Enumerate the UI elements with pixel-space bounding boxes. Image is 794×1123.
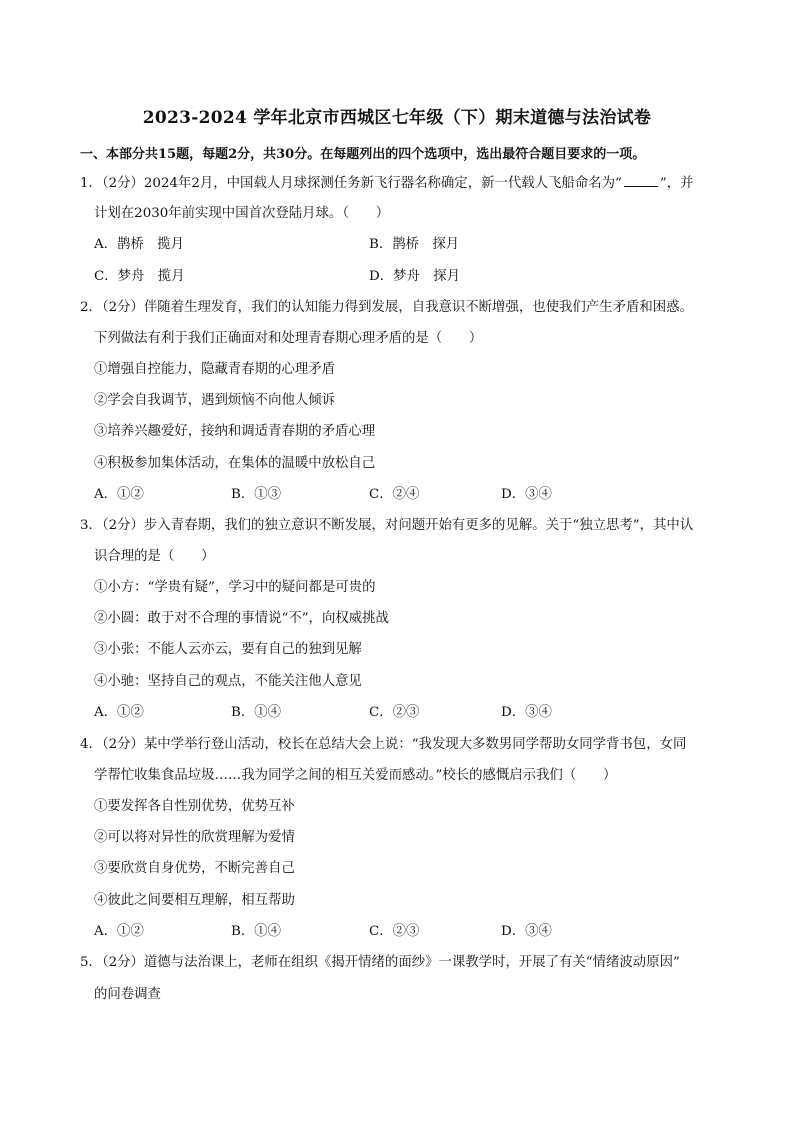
q1-stem-text: 1．（2分）2024年2月，中国载人月球探测任务新飞行器名称确定，新一代载人飞船命名为“ [80,176,622,191]
q3-statement-2: ②小圆：敢于对不合理的事情说“不”，向权威挑战 [94,611,389,626]
q3-option-a: A．①② [94,705,144,720]
q3-stem-line1: 3．（2分）步入青春期，我们的独立意识不断发展，对问题开始有更多的见解。关于“独立思考”，其中认 [80,518,694,533]
q2-statement-4: ④积极参加集体活动，在集体的温暖中放松自己 [94,456,376,471]
section-header: 一、本部分共15题，每题2分，共30分。在每题列出的四个选项中，选出最符合题目要求的一项。 [80,147,646,162]
q2-option-d: D．③④ [501,487,552,502]
q3-option-c: C．②③ [369,705,420,720]
q2-statement-3: ③培养兴趣爱好，接纳和调适青春期的矛盾心理 [94,424,376,439]
q2-statement-2: ②学会自我调节，遇到烦恼不向他人倾诉 [94,393,336,408]
q4-option-a: A．①② [94,924,144,939]
q4-statement-4: ④彼此之间要相互理解，相互帮助 [94,893,295,908]
q1-stem-line2: 计划在2030年前实现中国首次登陆月球。（ ） [94,206,390,221]
q5-stem-line2: 的问卷调查 [94,987,161,1002]
q2-stem-line2: 下列做法有利于我们正确面对和处理青春期心理矛盾的是（ ） [94,331,483,346]
q3-statement-3: ③小张：不能人云亦云，要有自己的独到见解 [94,642,362,657]
q4-option-c: C．②③ [369,924,420,939]
q1-stem-line1 [80,174,693,194]
q3-statement-1: ①小方：“学贵有疑”，学习中的疑问都是可贵的 [94,580,376,595]
q3-statement-4: ④小驰：坚持自己的观点，不能关注他人意见 [94,674,362,689]
q1-answer-blank [624,174,658,187]
q1-option-d: D．梦舟 探月 [369,269,461,284]
q1-option-a: A．鹊桥 揽月 [94,237,185,252]
q2-option-b: B．①③ [231,487,282,502]
q3-stem-line2: 识合理的是（ ） [94,549,215,564]
q3-option-b: B．①④ [231,705,282,720]
q4-option-d: D．③④ [501,924,552,939]
q4-stem-line2: 学帮忙收集食品垃圾……我为同学之间的相互关爱而感动。”校长的感慨启示我们（ ） [94,768,617,783]
q2-option-a: A．①② [94,487,144,502]
q4-option-b: B．①④ [231,924,282,939]
q4-statement-1: ①要发挥各自性别优势，优势互补 [94,799,295,814]
q2-statement-1: ①增强自控能力，隐藏青春期的心理矛盾 [94,362,336,377]
q2-stem-line1: 2．（2分）伴随着生理发育，我们的认知能力得到发展，自我意识不断增强，也使我们产生矛盾和困惑。 [80,300,693,315]
q1-option-b: B．鹊桥 探月 [369,237,460,252]
q3-option-d: D．③④ [501,705,552,720]
q4-stem-line1: 4．（2分）某中学举行登山活动，校长在总结大会上说：“我发现大多数男同学帮助女同学背书包，女同 [80,737,687,752]
q1-option-c: C．梦舟 揽月 [94,269,185,284]
q1-stem-text-end: ”，并 [659,176,694,191]
q5-stem-line1: 5．（2分）道德与法治课上，老师在组织《揭开情绪的面纱》一课教学时，开展了有关“情绪波动原因” [80,955,680,970]
q4-statement-3: ③要欣赏自身优势，不断完善自己 [94,861,295,876]
q2-option-c: C．②④ [369,487,420,502]
q4-statement-2: ②可以将对异性的欣赏理解为爱情 [94,830,295,845]
exam-title: 2023-2024 学年北京市西城区七年级（下）期末道德与法治试卷 [142,108,652,128]
